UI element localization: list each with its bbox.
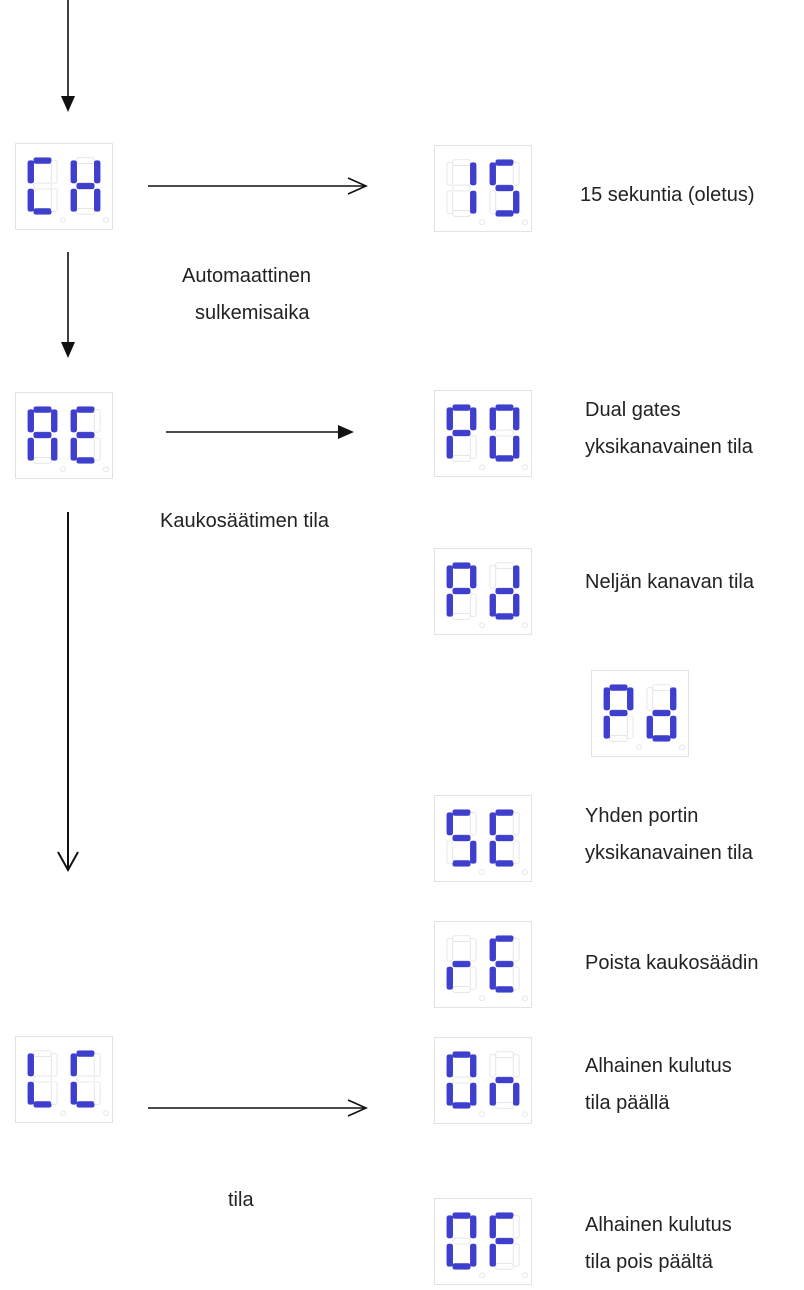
segment-g-lit [496,1238,514,1244]
segment-d-unlit [496,1263,514,1269]
display-se [434,795,532,882]
segment-g-unlit [453,1077,471,1083]
decimal-point [680,745,685,750]
segment-e-lit [28,189,34,211]
label-tila [228,1182,254,1219]
segment-c-lit [513,594,519,616]
segment-d-lit [77,1101,95,1107]
decimal-point [523,623,528,628]
segment-b-unlit [513,1216,519,1238]
segment-g-lit [453,588,471,594]
segment-a-unlit [34,1051,52,1057]
segment-f-lit [71,161,77,183]
segment-e-lit [490,594,496,616]
desc-low-power-on [585,1048,732,1122]
desc-low-power-off [585,1207,732,1281]
segment-a-unlit [453,160,471,166]
desc-low-power-on-line1: Alhainen kulutus [585,1055,732,1077]
segment-f-unlit [447,939,453,961]
segment-g-lit [453,961,471,967]
desc-dual-gates [585,392,753,466]
segment-f-lit [490,939,496,961]
segment-d-unlit [453,613,471,619]
segment-a-lit [453,563,471,569]
segment-c-lit [470,1244,476,1266]
segment-g-unlit [453,185,471,191]
segment-e-lit [71,1082,77,1104]
display-15 [434,145,532,232]
segment-a-lit [453,405,471,411]
segment-g-unlit [453,1238,471,1244]
desc-single-gate [585,798,753,872]
segment-b-unlit [513,939,519,961]
segment-a-lit [34,407,52,413]
segment-f-lit [447,1216,453,1238]
segment-a-lit [77,1051,95,1057]
label-tila-text: tila [228,1189,254,1211]
display-lc [15,1036,113,1123]
segment-g-unlit [34,183,52,189]
segment-f-lit [490,408,496,430]
segment-d-lit [453,860,471,866]
segment-c-unlit [470,594,476,616]
segment-e-lit [28,438,34,460]
segment-b-unlit [470,813,476,835]
segment-f-lit [490,163,496,185]
segment-e-lit [447,1244,453,1266]
segment-f-lit [28,1054,34,1076]
segment-e-lit [71,189,77,211]
segment-c-lit [513,191,519,213]
segment-d-lit [653,735,671,741]
segment-e-lit [604,716,610,738]
segment-b-lit [470,163,476,185]
label-remote-mode-text: Kaukosäätimen tila [160,510,329,532]
decimal-point [523,1112,528,1117]
segment-a-lit [34,158,52,164]
label-auto-close-line2: sulkemisaika [195,302,310,324]
arrow-ch-to-ae [61,252,75,358]
segment-f-lit [71,410,77,432]
segment-c-unlit [470,436,476,458]
segment-c-unlit [627,716,633,738]
segment-b-lit [470,1055,476,1077]
desc-remove-remote [585,945,758,982]
segment-a-lit [453,1052,471,1058]
segment-a-lit [496,405,514,411]
segment-e-lit [490,1083,496,1105]
segment-f-lit [604,688,610,710]
desc-low-power-on-line2: tila päällä [585,1092,670,1114]
segment-a-lit [496,936,514,942]
segment-g-lit [653,710,671,716]
display-on [434,1037,532,1124]
segment-e-lit [490,841,496,863]
segment-e-lit [447,436,453,458]
segment-e-lit [647,716,653,738]
segment-e-unlit [490,191,496,213]
decimal-point [480,870,485,875]
segment-g-lit [77,432,95,438]
segment-e-lit [447,967,453,989]
segment-a-unlit [496,563,514,569]
segment-c-unlit [51,1082,57,1104]
segment-e-lit [447,594,453,616]
label-auto-close [182,258,311,332]
segment-f-unlit [647,688,653,710]
segment-e-lit [490,436,496,458]
segment-b-lit [627,688,633,710]
segment-b-lit [51,410,57,432]
segment-f-lit [447,408,453,430]
segment-c-unlit [470,967,476,989]
segment-c-unlit [51,189,57,211]
decimal-point [104,467,109,472]
decimal-point [480,623,485,628]
display-pd-extra [591,670,689,757]
segment-b-unlit [94,410,100,432]
decimal-point [523,220,528,225]
decimal-point [480,1273,485,1278]
segment-f-unlit [447,163,453,185]
segment-d-lit [496,986,514,992]
segment-a-lit [496,810,514,816]
desc-dual-gates-line1: Dual gates [585,399,681,421]
segment-b-lit [470,408,476,430]
segment-f-lit [447,566,453,588]
segment-c-lit [470,191,476,213]
segment-g-lit [496,835,514,841]
decimal-point [523,1273,528,1278]
segment-f-unlit [490,566,496,588]
segment-a-lit [453,810,471,816]
segment-a-unlit [653,685,671,691]
segment-d-lit [496,860,514,866]
desc-remove-remote-text: Poista kaukosäädin [585,952,759,974]
segment-b-lit [513,408,519,430]
segment-a-unlit [496,1052,514,1058]
desc-low-power-off-line2: tila pois päältä [585,1251,713,1273]
segment-b-lit [670,688,676,710]
segment-g-lit [610,710,628,716]
segment-g-lit [453,430,471,436]
segment-b-unlit [513,163,519,185]
display-ch [15,143,113,230]
label-auto-close-line1: Automaattinen [182,265,311,287]
decimal-point [523,465,528,470]
segment-b-unlit [513,813,519,835]
segment-b-lit [513,566,519,588]
segment-b-unlit [94,1054,100,1076]
segment-g-lit [496,1077,514,1083]
segment-b-lit [470,1216,476,1238]
segment-e-lit [71,438,77,460]
segment-d-unlit [34,457,52,463]
segment-f-lit [28,161,34,183]
segment-d-lit [77,457,95,463]
segment-g-lit [453,835,471,841]
desc-four-channel [585,564,754,601]
desc-four-channel-text: Neljän kanavan tila [585,571,754,593]
display-pd [434,548,532,635]
segment-c-unlit [94,1082,100,1104]
segment-b-unlit [51,1054,57,1076]
label-remote-mode [160,503,329,540]
segment-a-lit [610,685,628,691]
segment-g-unlit [77,1076,95,1082]
segment-d-unlit [453,210,471,216]
arrow-ae-down [58,512,78,870]
segment-f-lit [490,1216,496,1238]
segment-b-unlit [513,1055,519,1077]
desc-15-default [580,177,755,214]
segment-c-lit [94,189,100,211]
segment-d-lit [496,455,514,461]
arrow-ae-to-p0 [166,425,354,439]
segment-e-unlit [447,841,453,863]
segment-d-unlit [77,208,95,214]
segment-d-unlit [610,735,628,741]
desc-dual-gates-line2: yksikanavainen tila [585,436,753,458]
segment-d-lit [496,613,514,619]
entry-arrow [61,0,75,112]
segment-f-lit [28,410,34,432]
segment-e-lit [490,1244,496,1266]
decimal-point [637,745,642,750]
segment-c-lit [670,716,676,738]
segment-d-lit [34,1101,52,1107]
decimal-point [61,467,66,472]
segment-f-unlit [490,1055,496,1077]
segment-d-lit [496,210,514,216]
desc-15-default-text: 15 sekuntia (oletus) [580,184,755,206]
segment-a-lit [496,160,514,166]
segment-e-lit [28,1082,34,1104]
desc-single-gate-line2: yksikanavainen tila [585,842,753,864]
segment-a-unlit [453,936,471,942]
arrow-lc-to-on [148,1100,366,1116]
segment-g-unlit [34,1076,52,1082]
segment-d-unlit [453,455,471,461]
segment-e-lit [447,1083,453,1105]
segment-b-unlit [470,939,476,961]
segment-c-lit [51,438,57,460]
segment-g-lit [496,961,514,967]
segment-d-lit [453,1102,471,1108]
segment-e-unlit [447,191,453,213]
segment-c-lit [470,841,476,863]
segment-c-lit [513,1083,519,1105]
segment-g-lit [496,185,514,191]
decimal-point [480,465,485,470]
arrow-ch-to-15 [148,178,366,194]
desc-single-gate-line1: Yhden portin [585,805,699,827]
segment-c-unlit [513,1244,519,1266]
segment-f-lit [71,1054,77,1076]
segment-g-lit [496,588,514,594]
decimal-point [61,218,66,223]
segment-d-lit [34,208,52,214]
display-p0 [434,390,532,477]
segment-f-lit [447,813,453,835]
decimal-point [480,1112,485,1117]
display-re [434,921,532,1008]
segment-b-lit [94,161,100,183]
decimal-point [61,1111,66,1116]
segment-g-lit [77,183,95,189]
segment-g-unlit [496,430,514,436]
segment-c-unlit [513,841,519,863]
segment-d-unlit [453,986,471,992]
decimal-point [104,218,109,223]
segment-b-unlit [51,161,57,183]
segment-c-unlit [513,967,519,989]
segment-c-lit [513,436,519,458]
decimal-point [480,996,485,1001]
decimal-point [480,220,485,225]
segment-f-lit [490,813,496,835]
segment-c-lit [470,1083,476,1105]
display-of [434,1198,532,1285]
segment-d-unlit [496,1102,514,1108]
segment-b-lit [470,566,476,588]
segment-a-lit [77,407,95,413]
segment-a-lit [496,1213,514,1219]
segment-d-lit [453,1263,471,1269]
decimal-point [104,1111,109,1116]
segment-e-lit [490,967,496,989]
desc-low-power-off-line1: Alhainen kulutus [585,1214,732,1236]
decimal-point [523,870,528,875]
segment-f-lit [447,1055,453,1077]
segment-a-lit [453,1213,471,1219]
segment-c-unlit [94,438,100,460]
segment-a-unlit [77,158,95,164]
segment-g-lit [34,432,52,438]
display-ae [15,392,113,479]
decimal-point [523,996,528,1001]
